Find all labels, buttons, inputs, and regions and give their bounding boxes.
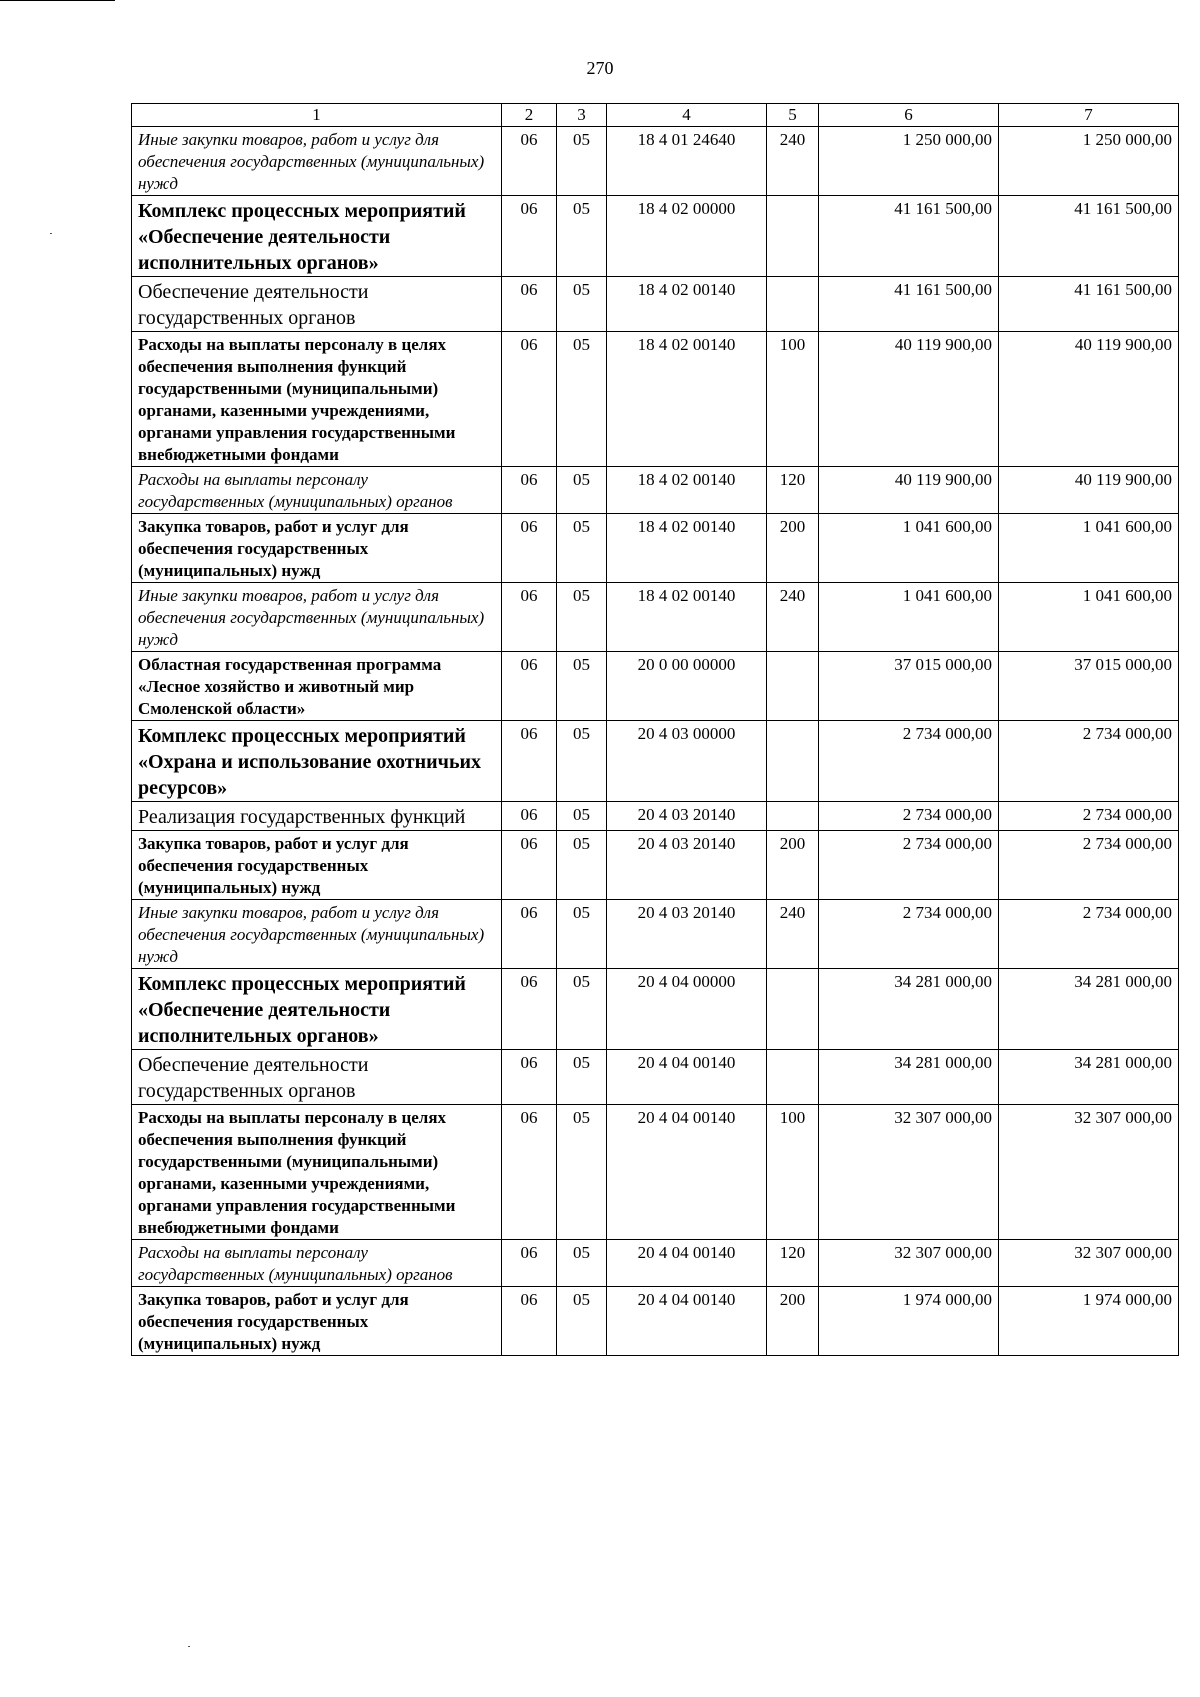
page-number: 270 (586, 58, 614, 78)
amount-year-2: 1 041 600,00 (999, 583, 1179, 652)
subsection-code: 05 (557, 1105, 607, 1240)
amount-year-1: 1 250 000,00 (819, 127, 999, 196)
section-code: 06 (502, 1287, 557, 1356)
amount-year-1: 1 041 600,00 (819, 514, 999, 583)
table-row (132, 467, 1179, 514)
table-row (132, 514, 1179, 583)
subsection-code: 05 (557, 1240, 607, 1287)
amount-year-1: 40 119 900,00 (819, 467, 999, 514)
table-row (132, 900, 1179, 969)
subsection-code: 05 (557, 721, 607, 802)
section-code: 06 (502, 652, 557, 721)
expense-type-code: 120 (767, 1240, 819, 1287)
table-row (132, 277, 1179, 332)
table-row (132, 196, 1179, 277)
expense-type-code: 100 (767, 332, 819, 467)
expense-type-code: 200 (767, 514, 819, 583)
amount-year-2: 1 041 600,00 (999, 514, 1179, 583)
section-code: 06 (502, 1240, 557, 1287)
target-article-code: 20 4 04 00140 (607, 1287, 767, 1356)
amount-year-2: 2 734 000,00 (999, 802, 1179, 831)
amount-year-1: 41 161 500,00 (819, 277, 999, 332)
amount-year-1: 32 307 000,00 (819, 1105, 999, 1240)
table-row (132, 721, 1179, 802)
amount-year-2: 2 734 000,00 (999, 900, 1179, 969)
expense-type-code: 120 (767, 467, 819, 514)
section-code: 06 (502, 969, 557, 1050)
row-name: Обеспечение деятельности государственных органов (132, 1050, 502, 1105)
subsection-code: 05 (557, 652, 607, 721)
target-article-code: 20 4 03 20140 (607, 900, 767, 969)
target-article-code: 18 4 02 00000 (607, 196, 767, 277)
row-name: Закупка товаров, работ и услуг для обеспечения государственных (муниципальных) нужд (132, 831, 502, 900)
row-name: Иные закупки товаров, работ и услуг для обеспечения государственных (муниципальных) нужд (132, 127, 502, 196)
amount-year-1: 34 281 000,00 (819, 1050, 999, 1105)
row-name: Комплекс процессных мероприятий «Обеспечение деятельности исполнительных органов» (132, 969, 502, 1050)
row-name: Закупка товаров, работ и услуг для обеспечения государственных (муниципальных) нужд (132, 1287, 502, 1356)
target-article-code: 20 4 04 00140 (607, 1240, 767, 1287)
section-code: 06 (502, 514, 557, 583)
table-row (132, 127, 1179, 196)
amount-year-1: 1 974 000,00 (819, 1287, 999, 1356)
section-code: 06 (502, 802, 557, 831)
table-row (132, 1240, 1179, 1287)
target-article-code: 20 4 03 00000 (607, 721, 767, 802)
row-name: Иные закупки товаров, работ и услуг для обеспечения государственных (муниципальных) нужд (132, 583, 502, 652)
col-header-6: 6 (819, 104, 999, 127)
expense-type-code: 240 (767, 583, 819, 652)
amount-year-2: 41 161 500,00 (999, 196, 1179, 277)
table-row (132, 1287, 1179, 1356)
target-article-code: 20 4 04 00140 (607, 1105, 767, 1240)
amount-year-1: 2 734 000,00 (819, 802, 999, 831)
amount-year-1: 2 734 000,00 (819, 900, 999, 969)
subsection-code: 05 (557, 583, 607, 652)
table-row (132, 652, 1179, 721)
amount-year-1: 37 015 000,00 (819, 652, 999, 721)
amount-year-1: 34 281 000,00 (819, 969, 999, 1050)
expense-type-code: 200 (767, 831, 819, 900)
amount-year-2: 41 161 500,00 (999, 277, 1179, 332)
col-header-2: 2 (502, 104, 557, 127)
section-code: 06 (502, 277, 557, 332)
scan-corner-line (0, 0, 115, 1)
target-article-code: 20 4 03 20140 (607, 831, 767, 900)
subsection-code: 05 (557, 127, 607, 196)
table-row (132, 1105, 1179, 1240)
expense-type-code (767, 721, 819, 802)
col-header-1: 1 (132, 104, 502, 127)
amount-year-2: 32 307 000,00 (999, 1105, 1179, 1240)
subsection-code: 05 (557, 277, 607, 332)
expense-type-code: 200 (767, 1287, 819, 1356)
section-code: 06 (502, 467, 557, 514)
row-name: Областная государственная программа «Лесное хозяйство и животный мир Смоленской области» (132, 652, 502, 721)
amount-year-2: 32 307 000,00 (999, 1240, 1179, 1287)
target-article-code: 18 4 02 00140 (607, 332, 767, 467)
col-header-7: 7 (999, 104, 1179, 127)
budget-table (131, 103, 1179, 1356)
amount-year-1: 2 734 000,00 (819, 721, 999, 802)
table-row (132, 583, 1179, 652)
amount-year-2: 34 281 000,00 (999, 1050, 1179, 1105)
amount-year-2: 1 974 000,00 (999, 1287, 1179, 1356)
subsection-code: 05 (557, 467, 607, 514)
amount-year-2: 2 734 000,00 (999, 721, 1179, 802)
target-article-code: 20 4 04 00000 (607, 969, 767, 1050)
table-row (132, 1050, 1179, 1105)
row-name: Расходы на выплаты персоналу государственных (муниципальных) органов (132, 467, 502, 514)
section-code: 06 (502, 1105, 557, 1240)
row-name: Расходы на выплаты персоналу в целях обеспечения выполнения функций государственными (муниципальными) органами, казенными учреждениями, органами управления государственными внебюджетными фондами (132, 1105, 502, 1240)
table-row (132, 831, 1179, 900)
col-header-3: 3 (557, 104, 607, 127)
section-code: 06 (502, 196, 557, 277)
expense-type-code: 240 (767, 900, 819, 969)
row-name: Реализация государственных функций (132, 802, 502, 831)
subsection-code: 05 (557, 1287, 607, 1356)
section-code: 06 (502, 721, 557, 802)
scan-speck (188, 1646, 190, 1647)
amount-year-2: 40 119 900,00 (999, 332, 1179, 467)
expense-type-code (767, 277, 819, 332)
target-article-code: 18 4 02 00140 (607, 514, 767, 583)
amount-year-1: 40 119 900,00 (819, 332, 999, 467)
target-article-code: 18 4 01 24640 (607, 127, 767, 196)
amount-year-2: 1 250 000,00 (999, 127, 1179, 196)
table-header (132, 104, 1179, 127)
amount-year-2: 2 734 000,00 (999, 831, 1179, 900)
section-code: 06 (502, 1050, 557, 1105)
amount-year-2: 34 281 000,00 (999, 969, 1179, 1050)
expense-type-code: 100 (767, 1105, 819, 1240)
section-code: 06 (502, 831, 557, 900)
target-article-code: 20 4 04 00140 (607, 1050, 767, 1105)
table-row (132, 332, 1179, 467)
row-name: Расходы на выплаты персоналу в целях обеспечения выполнения функций государственными (муниципальными) органами, казенными учреждениями, органами управления государственными внебюджетными фондами (132, 332, 502, 467)
scan-speck (50, 233, 52, 234)
expense-type-code (767, 196, 819, 277)
section-code: 06 (502, 900, 557, 969)
amount-year-1: 2 734 000,00 (819, 831, 999, 900)
section-code: 06 (502, 583, 557, 652)
table-body (132, 127, 1179, 1356)
section-code: 06 (502, 127, 557, 196)
amount-year-1: 32 307 000,00 (819, 1240, 999, 1287)
expense-type-code (767, 969, 819, 1050)
expense-type-code (767, 652, 819, 721)
row-name: Закупка товаров, работ и услуг для обеспечения государственных (муниципальных) нужд (132, 514, 502, 583)
amount-year-2: 37 015 000,00 (999, 652, 1179, 721)
amount-year-1: 41 161 500,00 (819, 196, 999, 277)
target-article-code: 18 4 02 00140 (607, 467, 767, 514)
table-row (132, 802, 1179, 831)
expense-type-code (767, 1050, 819, 1105)
table-row (132, 969, 1179, 1050)
subsection-code: 05 (557, 1050, 607, 1105)
subsection-code: 05 (557, 196, 607, 277)
row-name: Расходы на выплаты персоналу государственных (муниципальных) органов (132, 1240, 502, 1287)
row-name: Иные закупки товаров, работ и услуг для обеспечения государственных (муниципальных) нужд (132, 900, 502, 969)
subsection-code: 05 (557, 831, 607, 900)
expense-type-code (767, 802, 819, 831)
subsection-code: 05 (557, 514, 607, 583)
section-code: 06 (502, 332, 557, 467)
subsection-code: 05 (557, 969, 607, 1050)
amount-year-2: 40 119 900,00 (999, 467, 1179, 514)
amount-year-1: 1 041 600,00 (819, 583, 999, 652)
target-article-code: 20 4 03 20140 (607, 802, 767, 831)
target-article-code: 20 0 00 00000 (607, 652, 767, 721)
target-article-code: 18 4 02 00140 (607, 583, 767, 652)
row-name: Комплекс процессных мероприятий «Охрана и использование охотничьих ресурсов» (132, 721, 502, 802)
col-header-4: 4 (607, 104, 767, 127)
target-article-code: 18 4 02 00140 (607, 277, 767, 332)
row-name: Комплекс процессных мероприятий «Обеспечение деятельности исполнительных органов» (132, 196, 502, 277)
col-header-5: 5 (767, 104, 819, 127)
subsection-code: 05 (557, 332, 607, 467)
row-name: Обеспечение деятельности государственных органов (132, 277, 502, 332)
subsection-code: 05 (557, 900, 607, 969)
expense-type-code: 240 (767, 127, 819, 196)
subsection-code: 05 (557, 802, 607, 831)
